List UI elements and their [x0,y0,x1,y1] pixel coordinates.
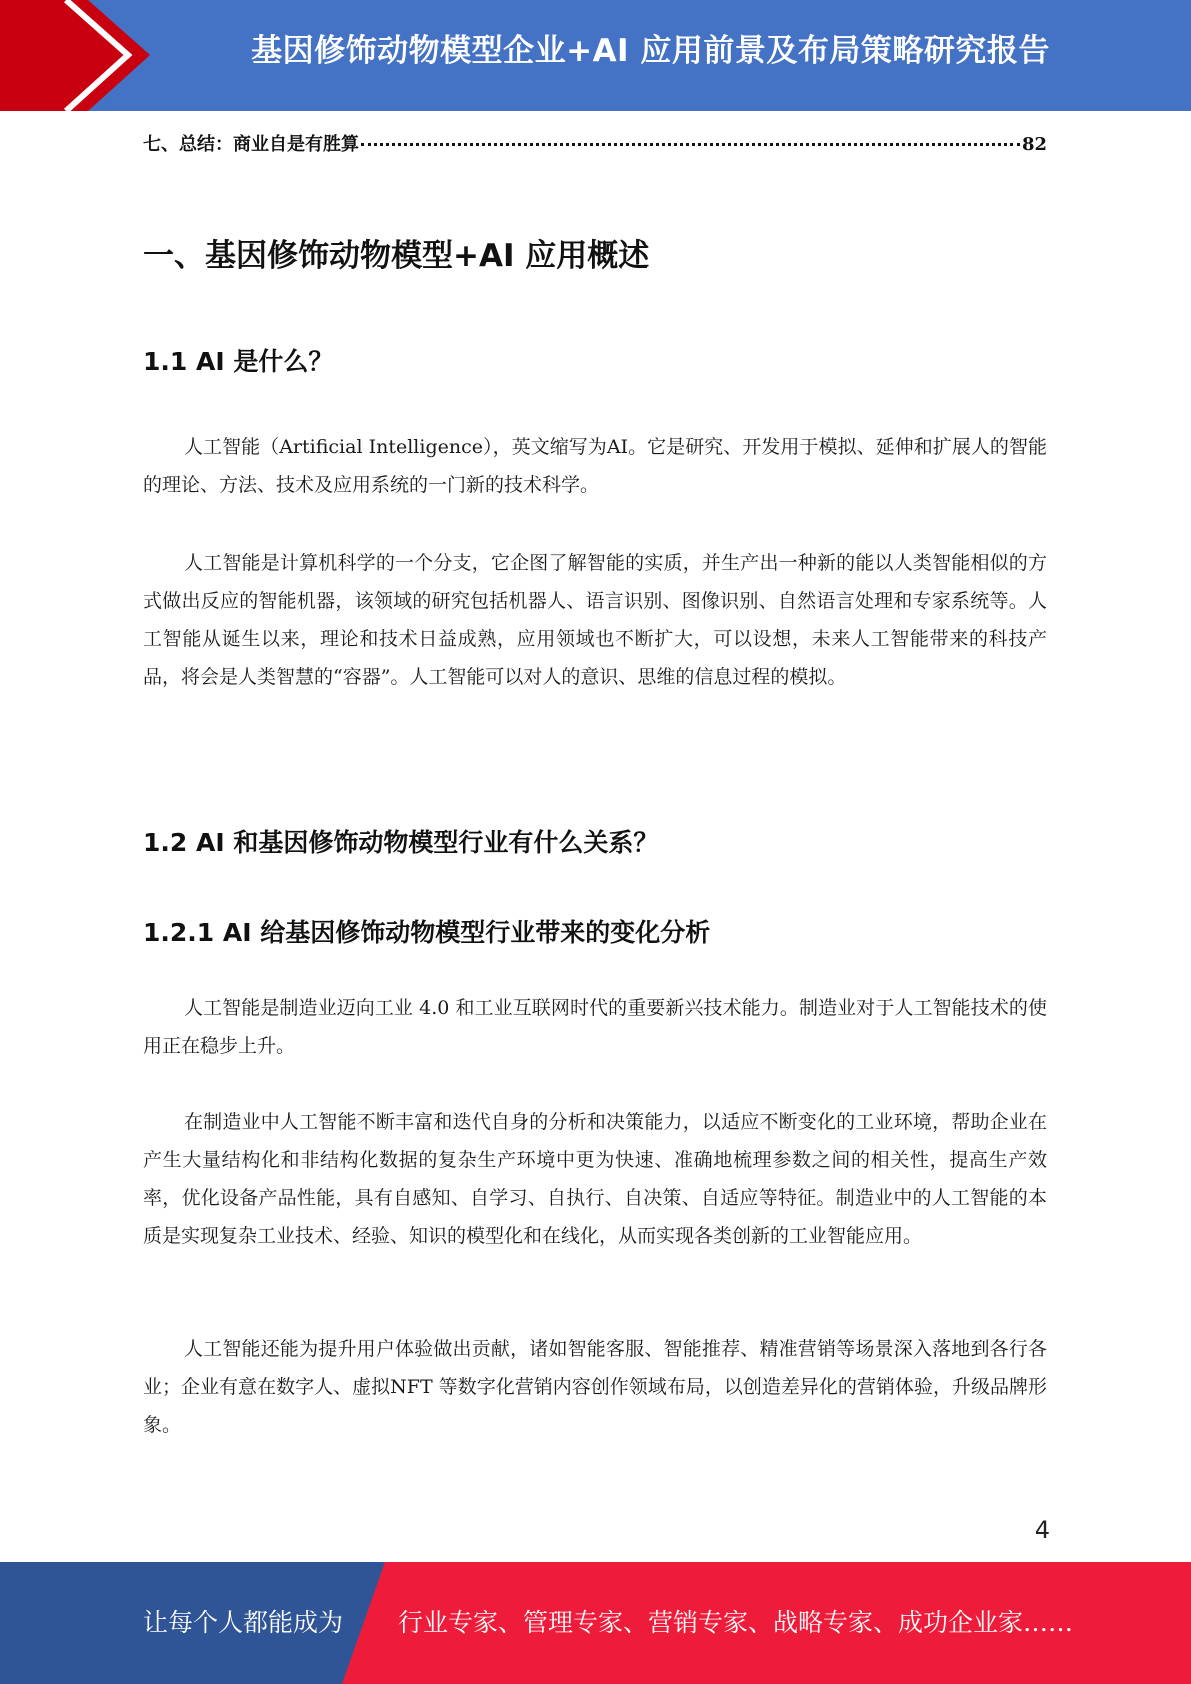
subsubsection-heading: 1.2.1 AI 给基因修饰动物模型行业带来的变化分析 [143,918,711,947]
toc-entry-label: 七、总结：商业自是有胜算 [143,134,359,155]
body-paragraph: 在制造业中人工智能不断丰富和迭代自身的分析和决策能力，以适应不断变化的工业环境，帮助企业在产生大量结构化和非结构化数据的复杂生产环境中更为快速、准确地梳理参数之间的相关性，提高生产效率，优化设备产品性能，具有自感知、自学习、自执行、自决策、自适应等特征。制造业中的人工智能的本质是实现复杂工业技术、经验、知识的模型化和在线化，从而实现各类创新的工业智能应用。 [143,1111,1047,1247]
body-paragraph: 人工智能（Artificial Intelligence），英文缩写为AI。它是研究、开发用于模拟、延伸和扩展人的智能的理论、方法、技术及应用系统的一门新的技术科学。 [143,436,1047,496]
footer-slogan-left: 让每个人都能成为 [143,1608,344,1637]
page-number: 4 [1034,1516,1050,1544]
header-banner [0,0,1191,111]
header-arrow-decoration [0,0,160,111]
footer-slogan-right: 行业专家、管理专家、营销专家、战略专家、成功企业家…… [398,1608,1074,1637]
subsection-heading: 1.2 AI 和基因修饰动物模型行业有什么关系？ [143,828,659,857]
body-paragraph: 人工智能是计算机科学的一个分支，它企图了解智能的实质，并生产出一种新的能以人类智能相似的方式做出反应的智能机器，该领域的研究包括机器人、语言识别、图像识别、自然语言处理和专家系统等。人工智能从诞生以来，理论和技术日益成熟，应用领域也不断扩大，可以设想，未来人工智能带来的科技产品，将会是人类智慧的“容器”。人工智能可以对人的意识、思维的信息过程的模拟。 [143,552,1047,688]
toc-entry-page: 82 [1021,134,1047,155]
footer-banner [0,1562,1191,1684]
toc-leader-dots [361,143,1020,146]
document-title: 基因修饰动物模型企业+AI 应用前景及布局策略研究报告 [251,33,1050,69]
body-paragraph: 人工智能还能为提升用户体验做出贡献，诸如智能客服、智能推荐、精准营销等场景深入落地到各行各业；企业有意在数字人、虚拟NFT 等数字化营销内容创作领域布局，以创造差异化的营销体验，升级品牌形象。 [143,1338,1047,1436]
body-paragraph: 人工智能是制造业迈向工业 4.0 和工业互联网时代的重要新兴技术能力。制造业对于人工智能技术的使用正在稳步上升。 [143,997,1047,1057]
toc-entry[interactable] [143,130,1047,158]
section-heading: 一、基因修饰动物模型+AI 应用概述 [143,238,650,274]
subsection-heading: 1.1 AI 是什么？ [143,347,334,376]
